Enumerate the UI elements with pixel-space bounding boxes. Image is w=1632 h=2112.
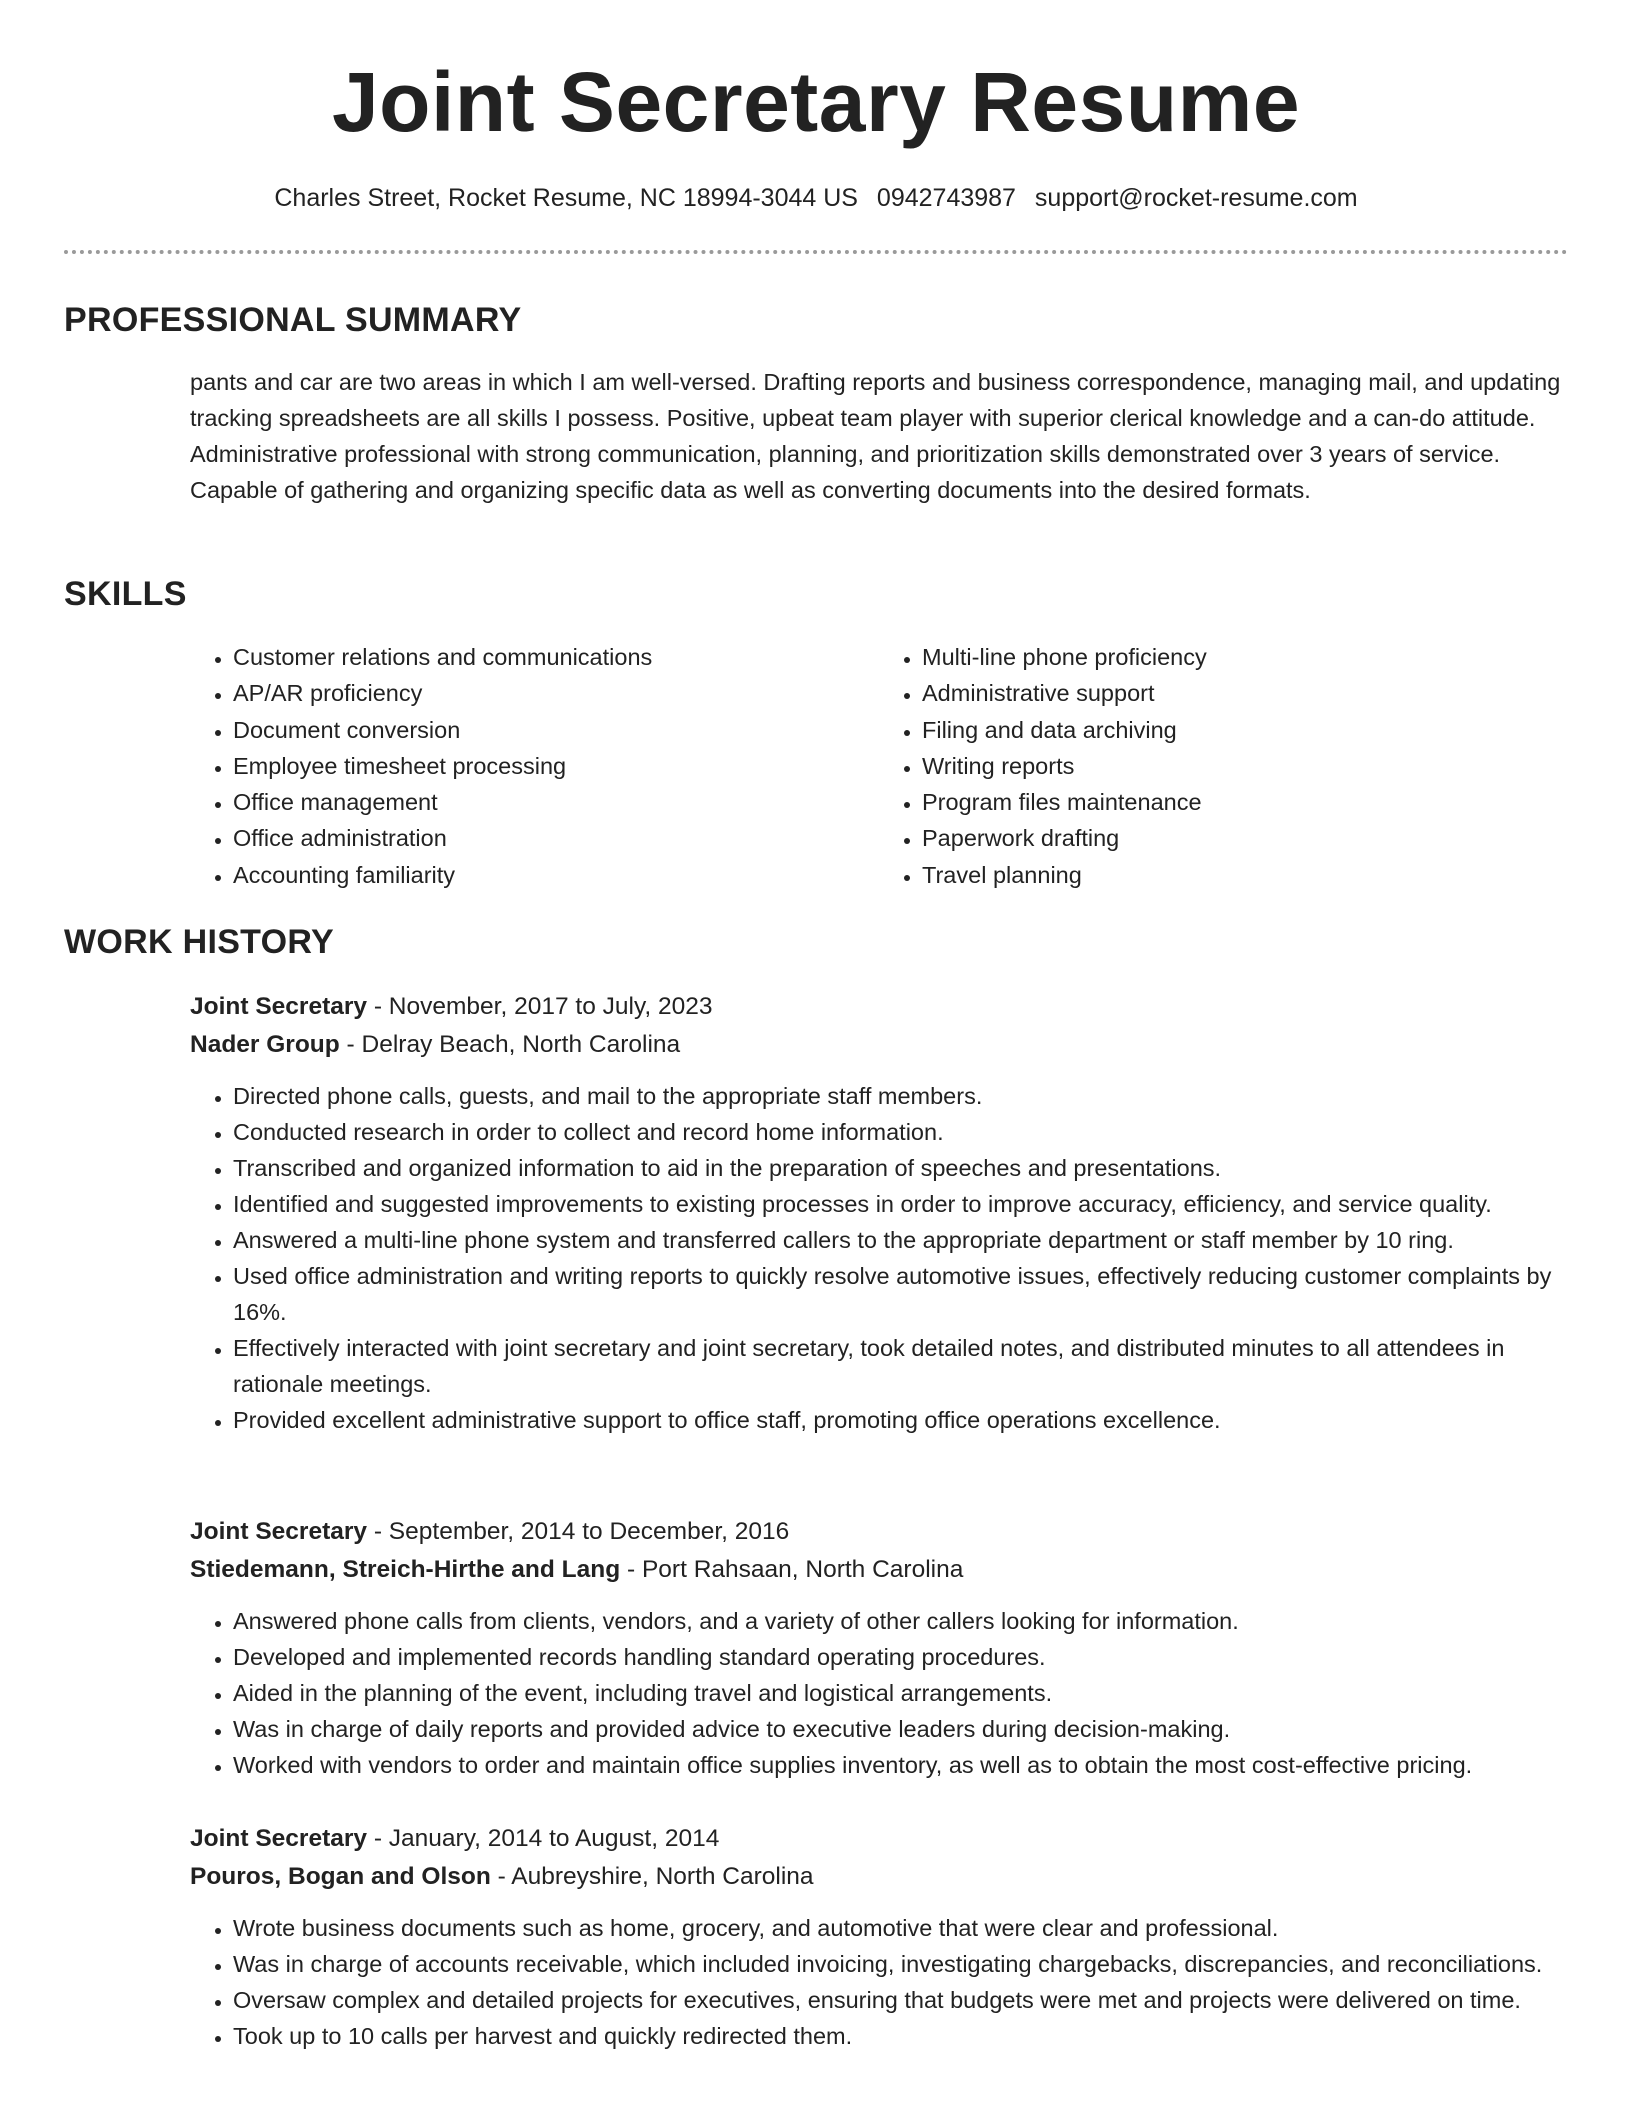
- skills-list: [190, 639, 1568, 893]
- list-item: • Took up to 10 calls per harvest and quickly redirected them.: [233, 2018, 1568, 2054]
- job-title-line: [190, 988, 1568, 1026]
- section-heading-summary: PROFESSIONAL SUMMARY: [64, 301, 522, 339]
- list-item: • Worked with vendors to order and maintain office supplies inventory, as well as to obtain the most cost-effective pricing.: [233, 1747, 1568, 1783]
- job-entry: [190, 1820, 1568, 2054]
- list-item: • Oversaw complex and detailed projects for executives, ensuring that budgets were met and projects were delivered on time.: [233, 1982, 1568, 2018]
- list-item: • Was in charge of accounts receivable, which included invoicing, investigating chargebacks, discrepancies, and reconciliations.: [233, 1946, 1568, 1982]
- skill-item: • Document conversion: [233, 712, 879, 748]
- skill-item: • Writing reports: [922, 748, 1568, 784]
- job-role: Joint Secretary: [190, 1518, 368, 1545]
- skill-item: • Travel planning: [922, 857, 1568, 893]
- job-company-line: [190, 1026, 1568, 1064]
- list-item: • Aided in the planning of the event, including travel and logistical arrangements.: [233, 1675, 1568, 1711]
- list-item: • Directed phone calls, guests, and mail to the appropriate staff members.: [233, 1078, 1568, 1114]
- skill-item: • Employee timesheet processing: [233, 748, 879, 784]
- list-item: • Transcribed and organized information to aid in the preparation of speeches and presentations.: [233, 1150, 1568, 1186]
- skill-item: • Paperwork drafting: [922, 820, 1568, 856]
- skill-item: • Office administration: [233, 820, 879, 856]
- contact-phone: 0942743987: [876, 184, 1016, 212]
- job-company: Stiedemann, Streich-Hirthe and Lang: [190, 1556, 621, 1583]
- job-company-line: [190, 1858, 1568, 1896]
- skills-column-left: [190, 639, 879, 893]
- job-role: Joint Secretary: [190, 993, 368, 1020]
- job-dates: - November, 2017 to July, 2023: [367, 993, 713, 1020]
- list-item: • Identified and suggested improvements to existing processes in order to improve accuracy, efficiency, and service quality.: [233, 1186, 1568, 1222]
- job-role: Joint Secretary: [190, 1825, 368, 1852]
- job-title-line: [190, 1820, 1568, 1858]
- job-bullets: [190, 1910, 1568, 2054]
- job-company-line: [190, 1551, 1568, 1589]
- list-item: • Was in charge of daily reports and provided advice to executive leaders during decision-making.: [233, 1711, 1568, 1747]
- skill-item: • Administrative support: [922, 675, 1568, 711]
- header-divider: [64, 250, 1568, 254]
- list-item: • Answered phone calls from clients, vendors, and a variety of other callers looking for information.: [233, 1603, 1568, 1639]
- job-title-line: [190, 1513, 1568, 1551]
- contact-address: Charles Street, Rocket Resume, NC 18994-3044 US: [274, 184, 858, 212]
- job-bullets: [190, 1078, 1568, 1438]
- job-dates: - September, 2014 to December, 2016: [367, 1518, 790, 1545]
- job-location: - Aubreyshire, North Carolina: [490, 1863, 814, 1890]
- list-item: • Provided excellent administrative support to office staff, promoting office operations excellence.: [233, 1402, 1568, 1438]
- list-item: • Wrote business documents such as home, grocery, and automotive that were clear and professional.: [233, 1910, 1568, 1946]
- skill-item: • Multi-line phone proficiency: [922, 639, 1568, 675]
- job-dates: - January, 2014 to August, 2014: [367, 1825, 720, 1852]
- job-company: Pouros, Bogan and Olson: [190, 1863, 491, 1890]
- job-entry: [190, 1513, 1568, 1783]
- job-location: - Port Rahsaan, North Carolina: [620, 1556, 964, 1583]
- contact-line: [0, 178, 1632, 218]
- list-item: • Developed and implemented records handling standard operating procedures.: [233, 1639, 1568, 1675]
- skill-item: • Accounting familiarity: [233, 857, 879, 893]
- skill-item: • Filing and data archiving: [922, 712, 1568, 748]
- list-item: • Conducted research in order to collect and record home information.: [233, 1114, 1568, 1150]
- page-title: Joint Secretary Resume: [331, 55, 1301, 149]
- list-item: • Answered a multi-line phone system and transferred callers to the appropriate department or staff member by 10 ring.: [233, 1222, 1568, 1258]
- job-company: Nader Group: [190, 1031, 340, 1058]
- skill-item: • AP/AR proficiency: [233, 675, 879, 711]
- skills-column-right: [879, 639, 1568, 893]
- summary-text: pants and car are two areas in which I am well-versed. Drafting reports and business correspondence, managing mail, and updating tracking spreadsheets are all skills I possess. Positive, upbeat team player with superior clerical knowledge and a can-do attitude. Administrative professional with strong communication, planning, and prioritization skills demonstrated over 3 years of service. Capable of gathering and organizing specific data as well as converting documents into the desired formats.: [190, 369, 1561, 503]
- skill-item: • Customer relations and communications: [233, 639, 879, 675]
- list-item: • Effectively interacted with joint secretary and joint secretary, took detailed notes, and distributed minutes to all attendees in rationale meetings.: [233, 1330, 1568, 1402]
- skill-item: • Program files maintenance: [922, 784, 1568, 820]
- job-location: - Delray Beach, North Carolina: [339, 1031, 681, 1058]
- job-entry: [190, 988, 1568, 1438]
- section-heading-skills: SKILLS: [64, 575, 187, 613]
- job-bullets: [190, 1603, 1568, 1783]
- contact-email: support@rocket-resume.com: [1034, 184, 1358, 212]
- list-item: • Used office administration and writing reports to quickly resolve automotive issues, effectively reducing customer complaints by 16%.: [233, 1258, 1568, 1330]
- section-heading-work-history: WORK HISTORY: [64, 923, 334, 961]
- skill-item: • Office management: [233, 784, 879, 820]
